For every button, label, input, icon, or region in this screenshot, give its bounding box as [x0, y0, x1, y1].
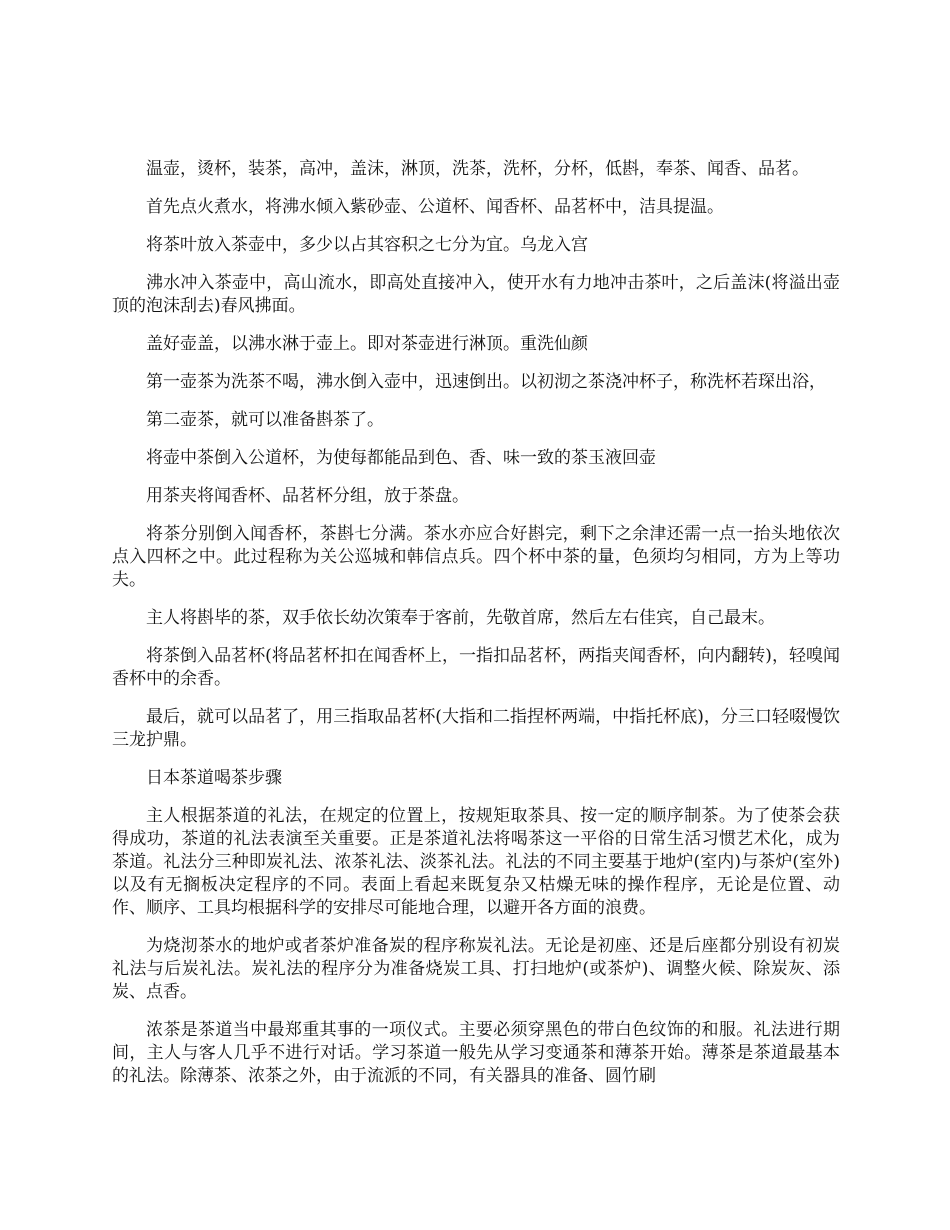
paragraph-warm-utensils: 首先点火煮水，将沸水倾入紫砂壶、公道杯、闻香杯、品茗杯中，洁具提温。 — [146, 197, 724, 217]
paragraph-serve-tea: 主人将斟毕的茶，双手依长幼次策奉于客前，先敬首席，然后左右佳宾，自己最末。 — [146, 608, 775, 628]
paragraph-tea-ceremony-etiquette: 主人根据茶道的礼法，在规定的位置上，按规矩取茶具、按一定的顺序制茶。为了使茶会获得成功，茶道的礼法表演至关重要。正是茶道礼法将喝茶这一平俗的日常生活习惯艺术化，成为茶道。礼法分三种即炭礼法、浓茶礼法、淡茶礼法。礼法的不同主要基于地炉(室内)与茶炉(室外)以及有无搁板决定程序的不同。表面上看起来既复杂又枯燥无味的操作程序，无论是位置、动作、顺序、工具均根据科学的安排尽可能地合理，以避开各方面的浪费。 — [112, 806, 840, 918]
paragraph-smell-aroma: 将茶倒入品茗杯(将品茗杯扣在闻香杯上，一指扣品茗杯，两指夹闻香杯，向内翻转)，轻嗅闻香杯中的余香。 — [112, 646, 840, 689]
paragraph-high-pour: 沸水冲入茶壶中，高山流水，即高处直接冲入，使开水有力地冲击茶叶，之后盖沫(将溢出壶顶的泡沫刮去)春风拂面。 — [112, 273, 840, 316]
paragraph-distribute-tea: 将茶分别倒入闻香杯，茶斟七分满。茶水亦应合好斟完，剩下之余津还需一点一抬头地依次点入四杯之中。此过程称为关公巡城和韩信点兵。四个杯中茶的量，色须均匀相同，方为上等功夫。 — [112, 524, 840, 590]
paragraph-sip-tea: 最后，就可以品茗了，用三指取品茗杯(大指和二指捏杯两端，中指托杯底)，分三口轻啜慢饮三龙护鼎。 — [112, 707, 840, 750]
paragraph-put-tea-leaves: 将茶叶放入茶壶中，多少以占其容积之七分为宜。乌龙入宫 — [146, 235, 588, 255]
paragraph-charcoal-etiquette: 为烧沏茶水的地炉或者茶炉准备炭的程序称炭礼法。无论是初座、还是后座都分别设有初炭礼法与后炭礼法。炭礼法的程序分为准备烧炭工具、打扫地炉(或茶炉)、调整火候、除炭灰、添炭、点香。 — [112, 936, 840, 1002]
paragraph-wash-tea: 第一壶茶为洗茶不喝，沸水倒入壶中，迅速倒出。以初沏之茶浇冲杯子，称洗杯若琛出浴， — [146, 372, 826, 392]
paragraph-fairness-cup: 将壶中茶倒入公道杯，为使每都能品到色、香、味一致的茶玉液回壶 — [146, 448, 656, 468]
section-heading-japanese-tea: 日本茶道喝茶步骤 — [146, 768, 282, 788]
paragraph-second-pot: 第二壶茶，就可以准备斟茶了。 — [146, 410, 384, 430]
paragraph-pour-over-lid: 盖好壶盖，以沸水淋于壶上。即对茶壶进行淋顶。重洗仙颜 — [146, 334, 588, 354]
paragraph-tea-steps-list: 温壶，烫杯，装茶，高冲，盖沫，淋顶，洗茶，洗杯，分杯，低斟，奉茶、闻香、品茗。 — [146, 159, 809, 179]
document-body — [112, 158, 840, 1103]
paragraph-thick-tea: 浓茶是茶道当中最郑重其事的一项仪式。主要必须穿黑色的带白色纹饰的和服。礼法进行期间，主人与客人几乎不进行对话。学习茶道一般先从学习变通茶和薄茶开始。薄茶是茶道最基本的礼法。除薄茶、浓茶之外，由于流派的不同，有关器具的准备、圆竹刷 — [112, 1020, 840, 1086]
paragraph-group-cups: 用茶夹将闻香杯、品茗杯分组，放于茶盘。 — [146, 486, 469, 506]
